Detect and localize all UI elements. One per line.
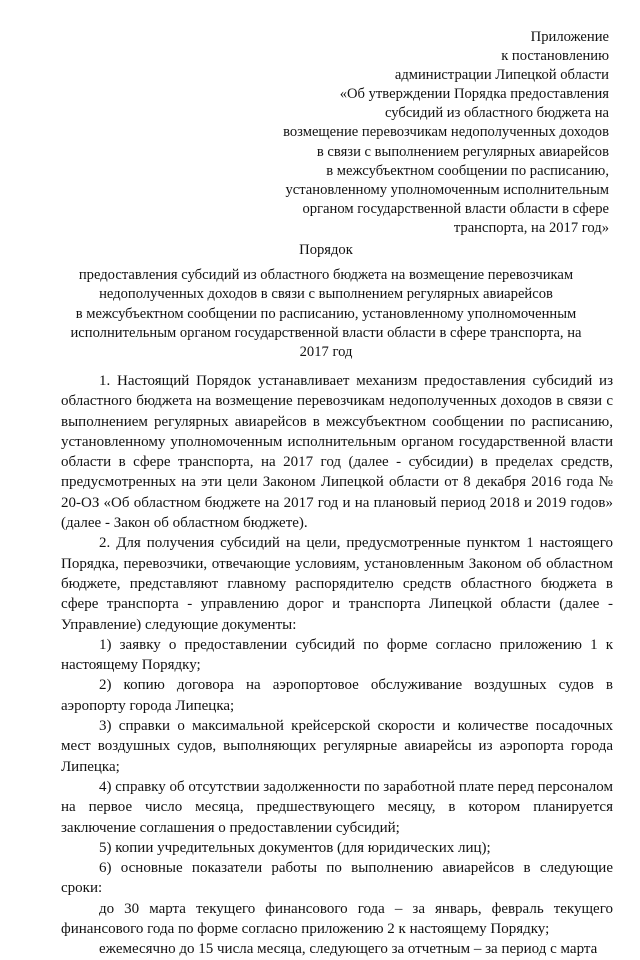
title-line: в межсубъектном сообщении по расписанию, установленному уполномоченным xyxy=(75,305,577,322)
appendix-header xyxy=(209,28,609,238)
appendix-line: в межсубъектном сообщении по расписанию, xyxy=(326,162,609,179)
appendix-line: транспорта, на 2017 год» xyxy=(453,219,609,236)
title-line: 2017 год xyxy=(299,344,353,361)
appendix-line: органом государственной власти области в сфере xyxy=(302,200,609,217)
appendix-line: Приложение xyxy=(530,29,609,45)
appendix-line: субсидий из областного бюджета на xyxy=(384,105,609,122)
appendix-line: администрации Липецкой области xyxy=(394,67,609,84)
title-line: недополученных доходов в связи с выполнением регулярных авиарейсов xyxy=(99,286,553,303)
appendix-line: к постановлению xyxy=(501,48,609,65)
appendix-line: в связи с выполнением регулярных авиарейсов xyxy=(316,143,609,160)
list-item-2: 2) копию договора на аэропортовое обслуживание воздушных судов в аэропорту города Липецка; xyxy=(61,677,613,714)
title-heading: Порядок xyxy=(299,242,353,258)
sub-item-monthly: ежемесячно до 15 числа месяца, следующего за отчетным – за период с марта xyxy=(99,941,598,958)
list-item-4: 4) справку об отсутствии задолженности по заработной плате перед персоналом на первое число месяца, предшествующего месяцу, в котором планируется заключение соглашения о предоставлении субсидий; xyxy=(61,778,613,836)
appendix-line: «Об утверждении Порядка предоставления xyxy=(339,86,609,103)
sub-item-march: до 30 марта текущего финансового года – за январь, февраль текущего финансового года по форме согласно приложению 2 к настоящему Порядку; xyxy=(61,900,613,938)
document-body xyxy=(61,371,613,960)
paragraph-2: 2. Для получения субсидий на цели, предусмотренные пунктом 1 настоящего Порядка, перевозчики, отвечающие условиям, установленным Законом об областном бюджете, представляют главному распорядителю средств областного бюджета в сфере транспорта - управлению дорог и транспорта Липецкой области (далее - Управление) следующие документы: xyxy=(61,535,613,633)
title-line: предоставления субсидий из областного бюджета на возмещение перевозчикам xyxy=(78,267,574,284)
appendix-line: установленному уполномоченным исполнительным xyxy=(285,181,609,198)
document-title xyxy=(40,241,612,362)
title-line: исполнительным органом государственной власти области в сфере транспорта, на xyxy=(70,324,582,341)
list-item-6: 6) основные показатели работы по выполнению авиарейсов в следующие сроки: xyxy=(61,860,613,897)
list-item-5: 5) копии учредительных документов (для юридических лиц); xyxy=(99,839,491,856)
list-item-3: 3) справки о максимальной крейсерской скорости и количестве посадочных мест воздушных судов, выполняющих регулярные авиарейсы из аэропорта города Липецка; xyxy=(61,718,613,775)
appendix-line: возмещение перевозчикам недополученных доходов xyxy=(283,124,609,141)
list-item-1: 1) заявку о предоставлении субсидий по форме согласно приложению 1 к настоящему Порядку; xyxy=(61,636,613,674)
paragraph-1: 1. Настоящий Порядок устанавливает механизм предоставления субсидий из областного бюджета на возмещение перевозчикам недополученных доходов в связи с выполнением регулярных авиарейсов в межсубъектном сообщении по расписанию, установленному уполномоченным исполнительным органом государственной власти области в сфере транспорта, на 2017 год (далее - субсидии) в пределах средств, предусмотренных на эти цели Законом Липецкой области от 8 декабря 2016 года № 20-ОЗ «Об областном бюджете на 2017 год и на плановый период 2018 и 2019 годов» (далее - Закон об областном бюджете). xyxy=(61,373,613,532)
